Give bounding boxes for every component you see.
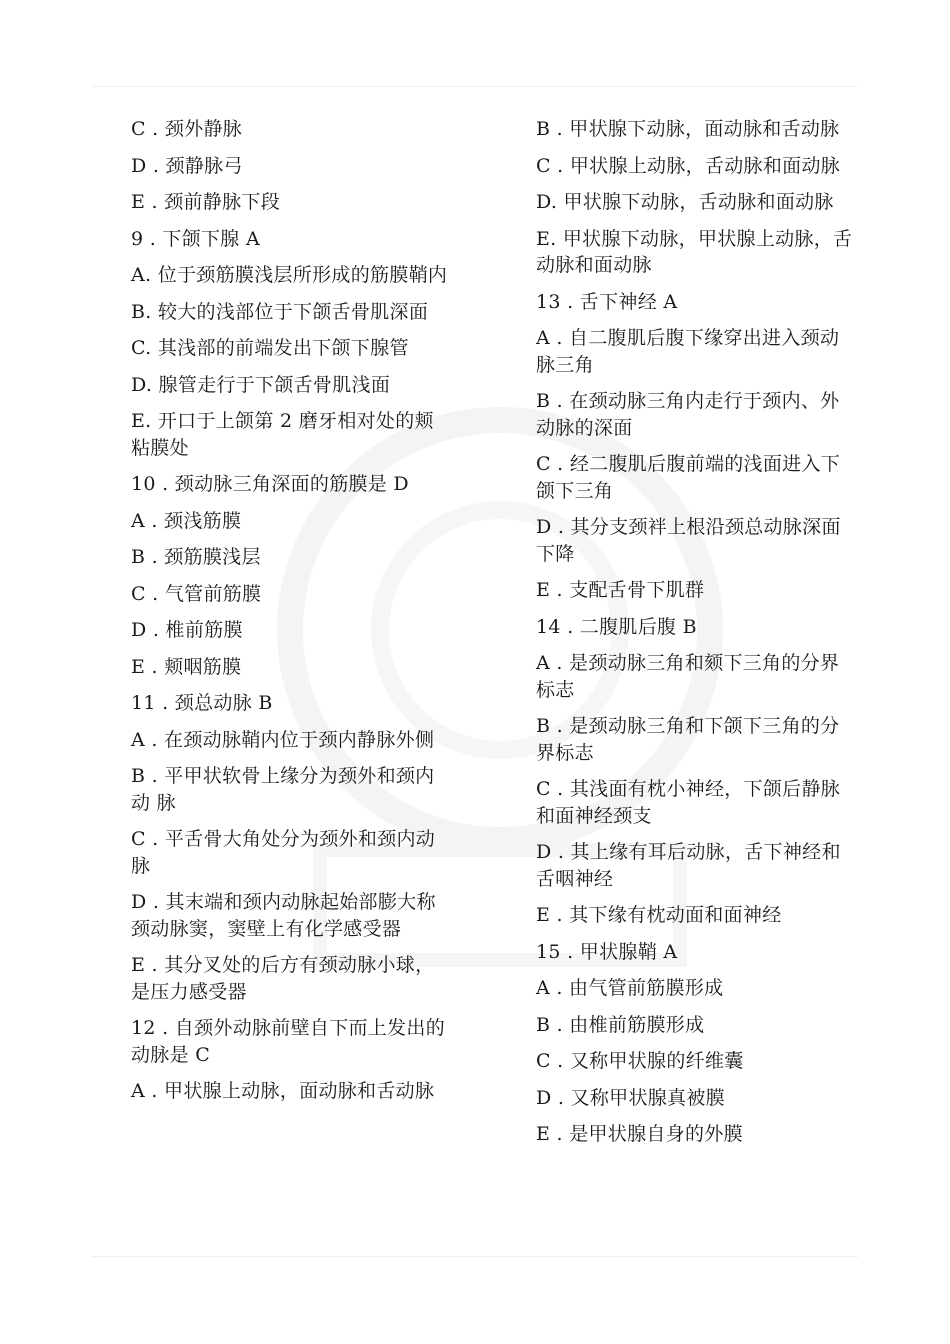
question-line: B . 是颈动脉三角和下颌下三角的分界标志 bbox=[536, 715, 840, 764]
question-line: D . 又称甲状腺真被膜 bbox=[536, 1086, 725, 1109]
question-line: C . 平舌骨大角处分为颈外和颈内动脉 bbox=[131, 828, 436, 877]
question-line: 10 . 颈动脉三角深面的筋膜是 D bbox=[131, 473, 409, 495]
question-line: A . 是颈动脉三角和颏下三角的分界标志 bbox=[536, 652, 840, 701]
question-line: E . 支配舌骨下肌群 bbox=[536, 579, 705, 601]
left-column bbox=[131, 116, 451, 1115]
question-line: E. 开口于上颌第 2 磨牙相对处的颊粘膜处 bbox=[131, 410, 434, 459]
question-line: A . 自二腹肌后腹下缘穿出进入颈动脉三角 bbox=[536, 327, 840, 376]
bottom-rule bbox=[92, 1256, 858, 1257]
question-line: B . 由椎前筋膜形成 bbox=[536, 1013, 705, 1036]
question-line: E . 是甲状腺自身的外膜 bbox=[536, 1123, 743, 1145]
question-line: C. 其浅部的前端发出下颌下腺管 bbox=[131, 337, 409, 359]
question-line: B . 甲状腺下动脉，面动脉和舌动脉 bbox=[536, 118, 840, 140]
question-line: E . 其分叉处的后方有颈动脉小球，是压力感受器 bbox=[131, 954, 435, 1003]
question-line: D . 椎前筋膜 bbox=[131, 619, 243, 641]
question-line: E . 颊咽筋膜 bbox=[131, 655, 242, 678]
question-line: 9 . 下颌下腺 A bbox=[131, 227, 260, 250]
question-line: A . 在颈动脉鞘内位于颈内静脉外侧 bbox=[131, 728, 435, 751]
question-line: 14 . 二腹肌后腹 B bbox=[536, 615, 697, 638]
question-line: 12 . 自颈外动脉前壁自下而上发出的动脉是 C bbox=[131, 1017, 445, 1066]
question-line: D . 其分支颈袢上根沿颈总动脉深面下降 bbox=[536, 516, 841, 565]
question-line: B . 平甲状软骨上缘分为颈外和颈内动 脉 bbox=[131, 765, 435, 814]
question-line: A . 由气管前筋膜形成 bbox=[536, 977, 724, 999]
question-line: B. 较大的浅部位于下颌舌骨肌深面 bbox=[131, 300, 429, 323]
question-line: 15 . 甲状腺鞘 A bbox=[536, 940, 678, 963]
question-line: 11 . 颈总动脉 B bbox=[131, 692, 273, 714]
question-line: C . 又称甲状腺的纤维囊 bbox=[536, 1050, 744, 1072]
right-column bbox=[536, 116, 856, 1158]
question-line: D . 颈静脉弓 bbox=[131, 154, 243, 177]
question-line: C . 经二腹肌后腹前端的浅面进入下颌下三角 bbox=[536, 453, 841, 502]
question-line: D . 其上缘有耳后动脉，舌下神经和舌咽神经 bbox=[536, 841, 841, 890]
question-line: B . 颈筋膜浅层 bbox=[131, 546, 261, 568]
question-line: D. 甲状腺下动脉，舌动脉和面动脉 bbox=[536, 191, 834, 213]
question-line: B . 在颈动脉三角内走行于颈内、外动脉的深面 bbox=[536, 390, 840, 439]
question-line: D . 其末端和颈内动脉起始部膨大称颈动脉窦，窦壁上有化学感受器 bbox=[131, 891, 436, 940]
question-line: C . 其浅面有枕小神经，下颌后静脉和面神经颈支 bbox=[536, 778, 841, 827]
question-line: D. 腺管走行于下颌舌骨肌浅面 bbox=[131, 373, 391, 396]
question-line: C . 颈外静脉 bbox=[131, 118, 243, 140]
question-line: E . 颈前静脉下段 bbox=[131, 191, 280, 213]
question-line: A . 甲状腺上动脉，面动脉和舌动脉 bbox=[131, 1080, 435, 1102]
question-line: A . 颈浅筋膜 bbox=[131, 509, 242, 532]
question-line: C . 甲状腺上动脉，舌动脉和面动脉 bbox=[536, 154, 841, 177]
question-line: C . 气管前筋膜 bbox=[131, 582, 262, 605]
question-line: A. 位于颈筋膜浅层所形成的筋膜鞘内 bbox=[131, 264, 448, 286]
question-line: E. 甲状腺下动脉，甲状腺上动脉，舌动脉和面动脉 bbox=[536, 227, 853, 276]
question-line: 13 . 舌下神经 A bbox=[536, 290, 678, 313]
top-rule bbox=[92, 86, 858, 87]
question-line: E . 其下缘有枕动面和面神经 bbox=[536, 904, 782, 926]
